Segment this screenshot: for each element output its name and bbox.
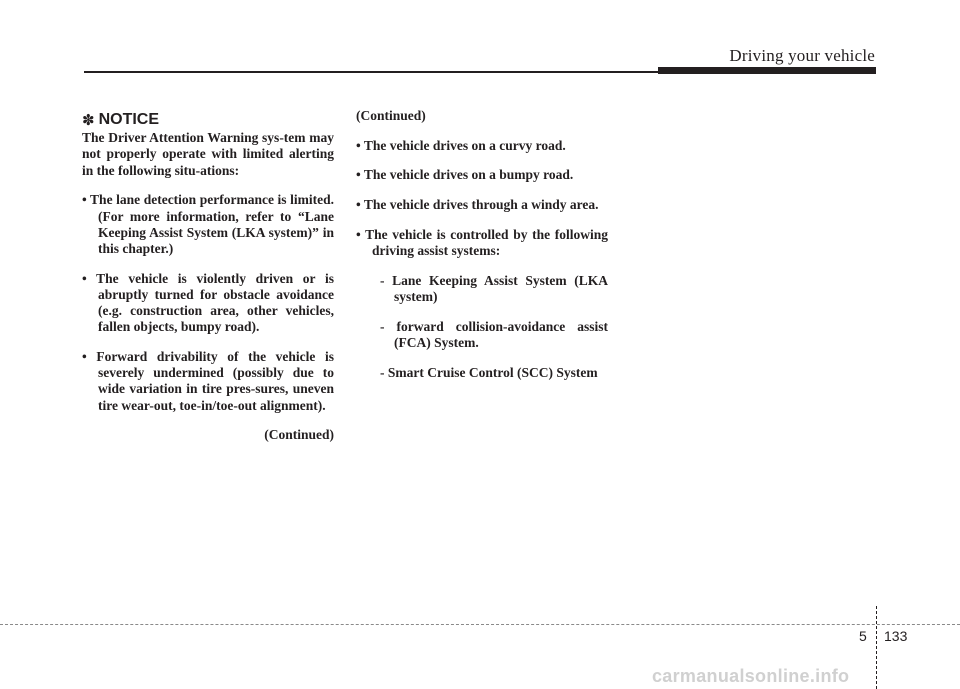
asterisk-star-icon: ✽: [82, 111, 95, 129]
header-section-title: Driving your vehicle: [729, 46, 875, 65]
notice-bullet-item: • The vehicle is violently driven or is abruptly turned for obstacle avoidance (e.g. construction area, other vehicles, fallen objects, bumpy road).: [82, 270, 334, 335]
section-number: 5: [859, 628, 867, 644]
notice-bullet-item: • The vehicle drives through a windy area.: [356, 197, 599, 213]
footer-divider: [876, 606, 877, 689]
notice-sub-item: - Lane Keeping Assist System (LKA system): [380, 272, 608, 304]
continued-marker-start: (Continued): [356, 108, 426, 123]
notice-bullet-item: • The lane detection performance is limited. (For more information, refer to “Lane Keeping Assist System (LKA system)” in this chapter.): [82, 192, 334, 256]
notice-bullet-item: • The vehicle is controlled by the following driving assist systems:: [356, 226, 608, 259]
notice-bullet-item: • The vehicle drives on a curvy road.: [356, 137, 566, 153]
watermark: carmanualsonline.info: [652, 666, 850, 686]
notice-right-column: [356, 108, 608, 394]
header-rule-thin: [84, 71, 660, 73]
continued-marker-end: (Continued): [264, 427, 334, 443]
footer-dashed-rule: [0, 624, 960, 625]
notice-intro: The Driver Attention Warning sys-tem may not properly operate with limited alerting in the following situ-ations:: [82, 130, 334, 178]
notice-heading: [82, 112, 334, 128]
notice-left-column: [82, 108, 334, 457]
notice-sub-item: - Smart Cruise Control (SCC) System: [380, 364, 598, 380]
page-number: 133: [884, 628, 908, 644]
header-rule-thick: [658, 67, 876, 74]
notice-bullet-item: • The vehicle drives on a bumpy road.: [356, 167, 574, 183]
notice-bullet-item: • Forward drivability of the vehicle is severely undermined (possibly due to wide variation in tire pres-sures, uneven tire wear-out, toe-in/toe-out alignment).: [82, 348, 334, 413]
notice-title: NOTICE: [98, 111, 160, 128]
notice-sub-item: - forward collision-avoidance assist (FCA) System.: [380, 318, 608, 350]
